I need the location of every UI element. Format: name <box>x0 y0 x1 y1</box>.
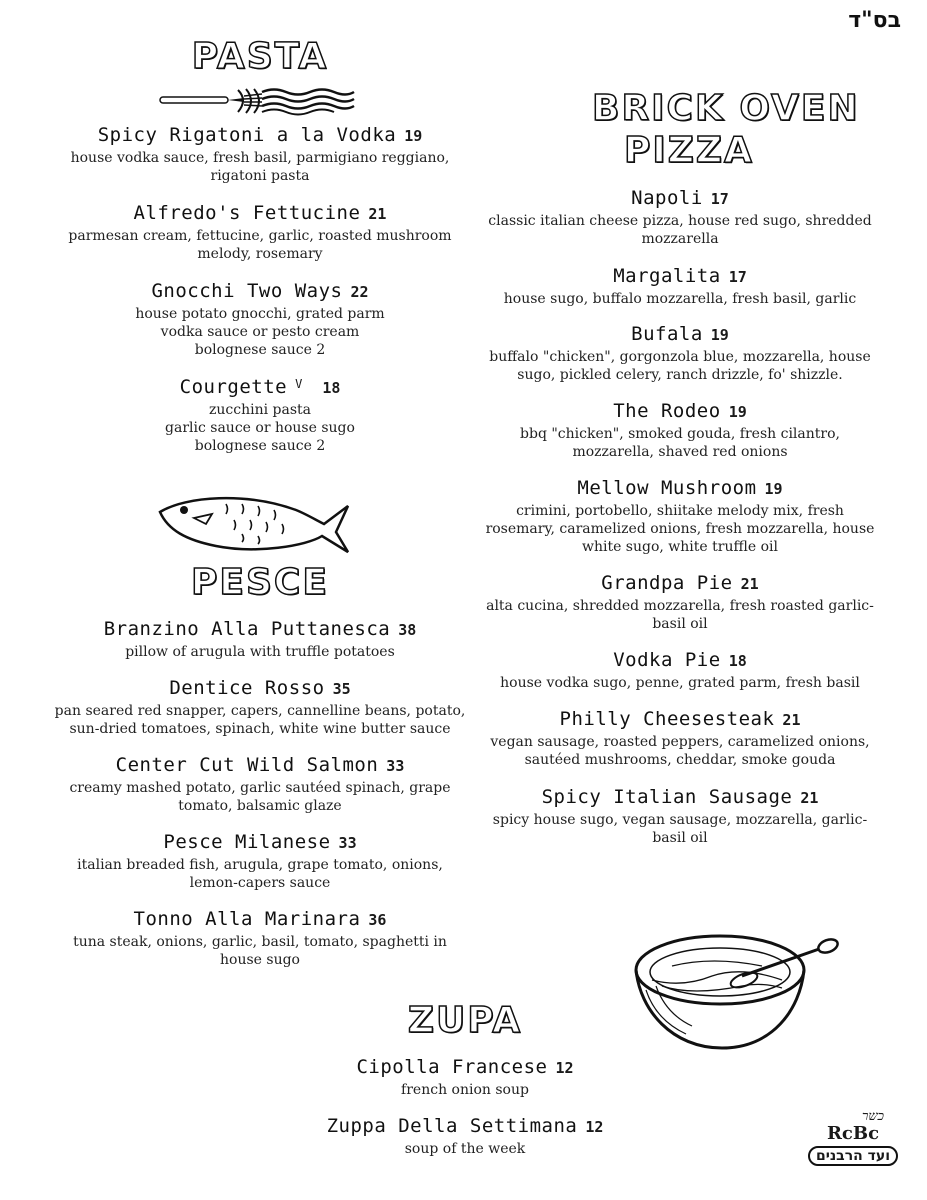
item-price: 19 <box>710 326 729 344</box>
item-name: Spicy Rigatoni a la Vodka <box>97 124 397 146</box>
menu-item <box>230 1115 700 1158</box>
item-price: 12 <box>585 1118 604 1136</box>
item-name: Napoli <box>631 187 703 209</box>
menu-item <box>470 323 890 384</box>
fish-icon <box>156 490 356 560</box>
item-price: 18 <box>728 652 747 670</box>
vegan-badge: V <box>295 377 303 391</box>
hebrew-header-mark: בס"ד <box>848 8 901 33</box>
menu-item <box>20 831 500 892</box>
item-description: buffalo "chicken", gorgonzola blue, mozzarella, house sugo, pickled celery, ranch drizzle, fo' shizzle. <box>489 349 871 383</box>
kosher-seal-icon <box>798 1108 908 1180</box>
item-name: Spicy Italian Sausage <box>541 786 793 808</box>
item-description: house potato gnocchi, grated parm vodka sauce or pesto cream bolognese sauce 2 <box>135 306 385 358</box>
item-description: pillow of arugula with truffle potatoes <box>125 644 395 660</box>
item-price: 33 <box>338 834 357 852</box>
item-description: italian breaded fish, arugula, grape tomato, onions, lemon-capers sauce <box>77 857 443 891</box>
menu-item <box>20 677 500 738</box>
fork-pasta-icon <box>158 86 358 116</box>
item-price: 22 <box>350 283 369 301</box>
item-description: alta cucina, shredded mozzarella, fresh roasted garlic- basil oil <box>486 598 874 632</box>
item-description: bbq "chicken", smoked gouda, fresh cilantro, mozzarella, shaved red onions <box>520 426 840 460</box>
menu-item <box>470 265 890 308</box>
item-description: house sugo, buffalo mozzarella, fresh basil, garlic <box>503 291 857 307</box>
item-description: parmesan cream, fettucine, garlic, roasted mushroom melody, rosemary <box>68 228 452 262</box>
item-price: 19 <box>404 127 423 145</box>
kosher-seal-top: כשר <box>862 1109 884 1124</box>
item-name: Vodka Pie <box>613 649 721 671</box>
item-description: crimini, portobello, shiitake melody mix, fresh rosemary, caramelized onions, fresh mozzarella, house white sugo, white truffle oil <box>485 503 875 555</box>
item-name: Pesce Milanese <box>163 831 331 853</box>
menu-item <box>470 400 890 461</box>
menu-item <box>470 477 890 556</box>
menu-item <box>20 754 500 815</box>
item-description: zucchini pasta garlic sauce or house sugo bolognese sauce 2 <box>165 402 355 454</box>
menu-item <box>20 908 500 969</box>
item-price: 35 <box>332 680 351 698</box>
item-name: Tonno Alla Marinara <box>133 908 361 930</box>
item-price: 21 <box>368 205 387 223</box>
item-name: The Rodeo <box>613 400 721 422</box>
pizza-title-line1: BRICK OVEN <box>592 88 860 129</box>
item-price: 17 <box>710 190 729 208</box>
pasta-title: PASTA <box>191 36 329 77</box>
menu-item <box>230 1056 700 1099</box>
menu-item <box>20 202 500 263</box>
item-name: Courgette <box>179 376 288 398</box>
menu-item <box>20 280 500 359</box>
item-description: vegan sausage, roasted peppers, caramelized onions, sautéed mushrooms, cheddar, smoke gouda <box>490 734 870 768</box>
item-price: 36 <box>368 911 387 929</box>
item-name: Dentice Rosso <box>169 677 325 699</box>
item-description: french onion soup <box>401 1082 529 1098</box>
item-price: 33 <box>386 757 405 775</box>
item-name: Mellow Mushroom <box>577 477 757 499</box>
kosher-seal-middle: RcBc <box>826 1123 880 1144</box>
item-description: house vodka sauce, fresh basil, parmigiano reggiano, rigatoni pasta <box>70 150 450 184</box>
item-description: spicy house sugo, vegan sausage, mozzarella, garlic- basil oil <box>492 812 868 846</box>
pizza-title-line2: PIZZA <box>624 130 754 171</box>
kosher-seal-bottom: ועד הרבנים <box>808 1146 898 1166</box>
item-name: Zuppa Della Settimana <box>326 1115 578 1137</box>
item-name: Center Cut Wild Salmon <box>115 754 379 776</box>
item-price: 21 <box>782 711 801 729</box>
item-price: 18 <box>322 379 341 397</box>
item-price: 19 <box>764 480 783 498</box>
menu-item <box>20 124 500 185</box>
item-price: 38 <box>398 621 417 639</box>
item-name: Grandpa Pie <box>601 572 733 594</box>
menu-item <box>20 376 500 455</box>
item-name: Bufala <box>631 323 703 345</box>
item-description: classic italian cheese pizza, house red sugo, shredded mozzarella <box>488 213 872 247</box>
pesce-title: PESCE <box>191 562 329 603</box>
zupa-title: ZUPA <box>407 1000 523 1041</box>
menu-item <box>470 649 890 692</box>
item-name: Margalita <box>613 265 721 287</box>
item-price: 12 <box>555 1059 574 1077</box>
item-description: pan seared red snapper, capers, cannelline beans, potato, sun-dried tomatoes, spinach, white wine butter sauce <box>54 703 466 737</box>
item-description: tuna steak, onions, garlic, basil, tomato, spaghetti in house sugo <box>73 934 447 968</box>
item-price: 19 <box>728 403 747 421</box>
item-name: Branzino Alla Puttanesca <box>103 618 391 640</box>
item-price: 21 <box>740 575 759 593</box>
menu-item <box>470 708 890 769</box>
item-name: Cipolla Francese <box>356 1056 548 1078</box>
menu-item <box>20 618 500 661</box>
item-name: Alfredo's Fettucine <box>133 202 361 224</box>
item-price: 21 <box>800 789 819 807</box>
item-description: creamy mashed potato, garlic sautéed spinach, grape tomato, balsamic glaze <box>69 780 451 814</box>
menu-item <box>470 187 890 248</box>
item-price: 17 <box>728 268 747 286</box>
item-description: house vodka sugo, penne, grated parm, fresh basil <box>500 675 860 691</box>
menu-item <box>470 572 890 633</box>
item-description: soup of the week <box>404 1141 526 1157</box>
menu-item <box>470 786 890 847</box>
item-name: Gnocchi Two Ways <box>151 280 343 302</box>
item-name: Philly Cheesesteak <box>559 708 775 730</box>
